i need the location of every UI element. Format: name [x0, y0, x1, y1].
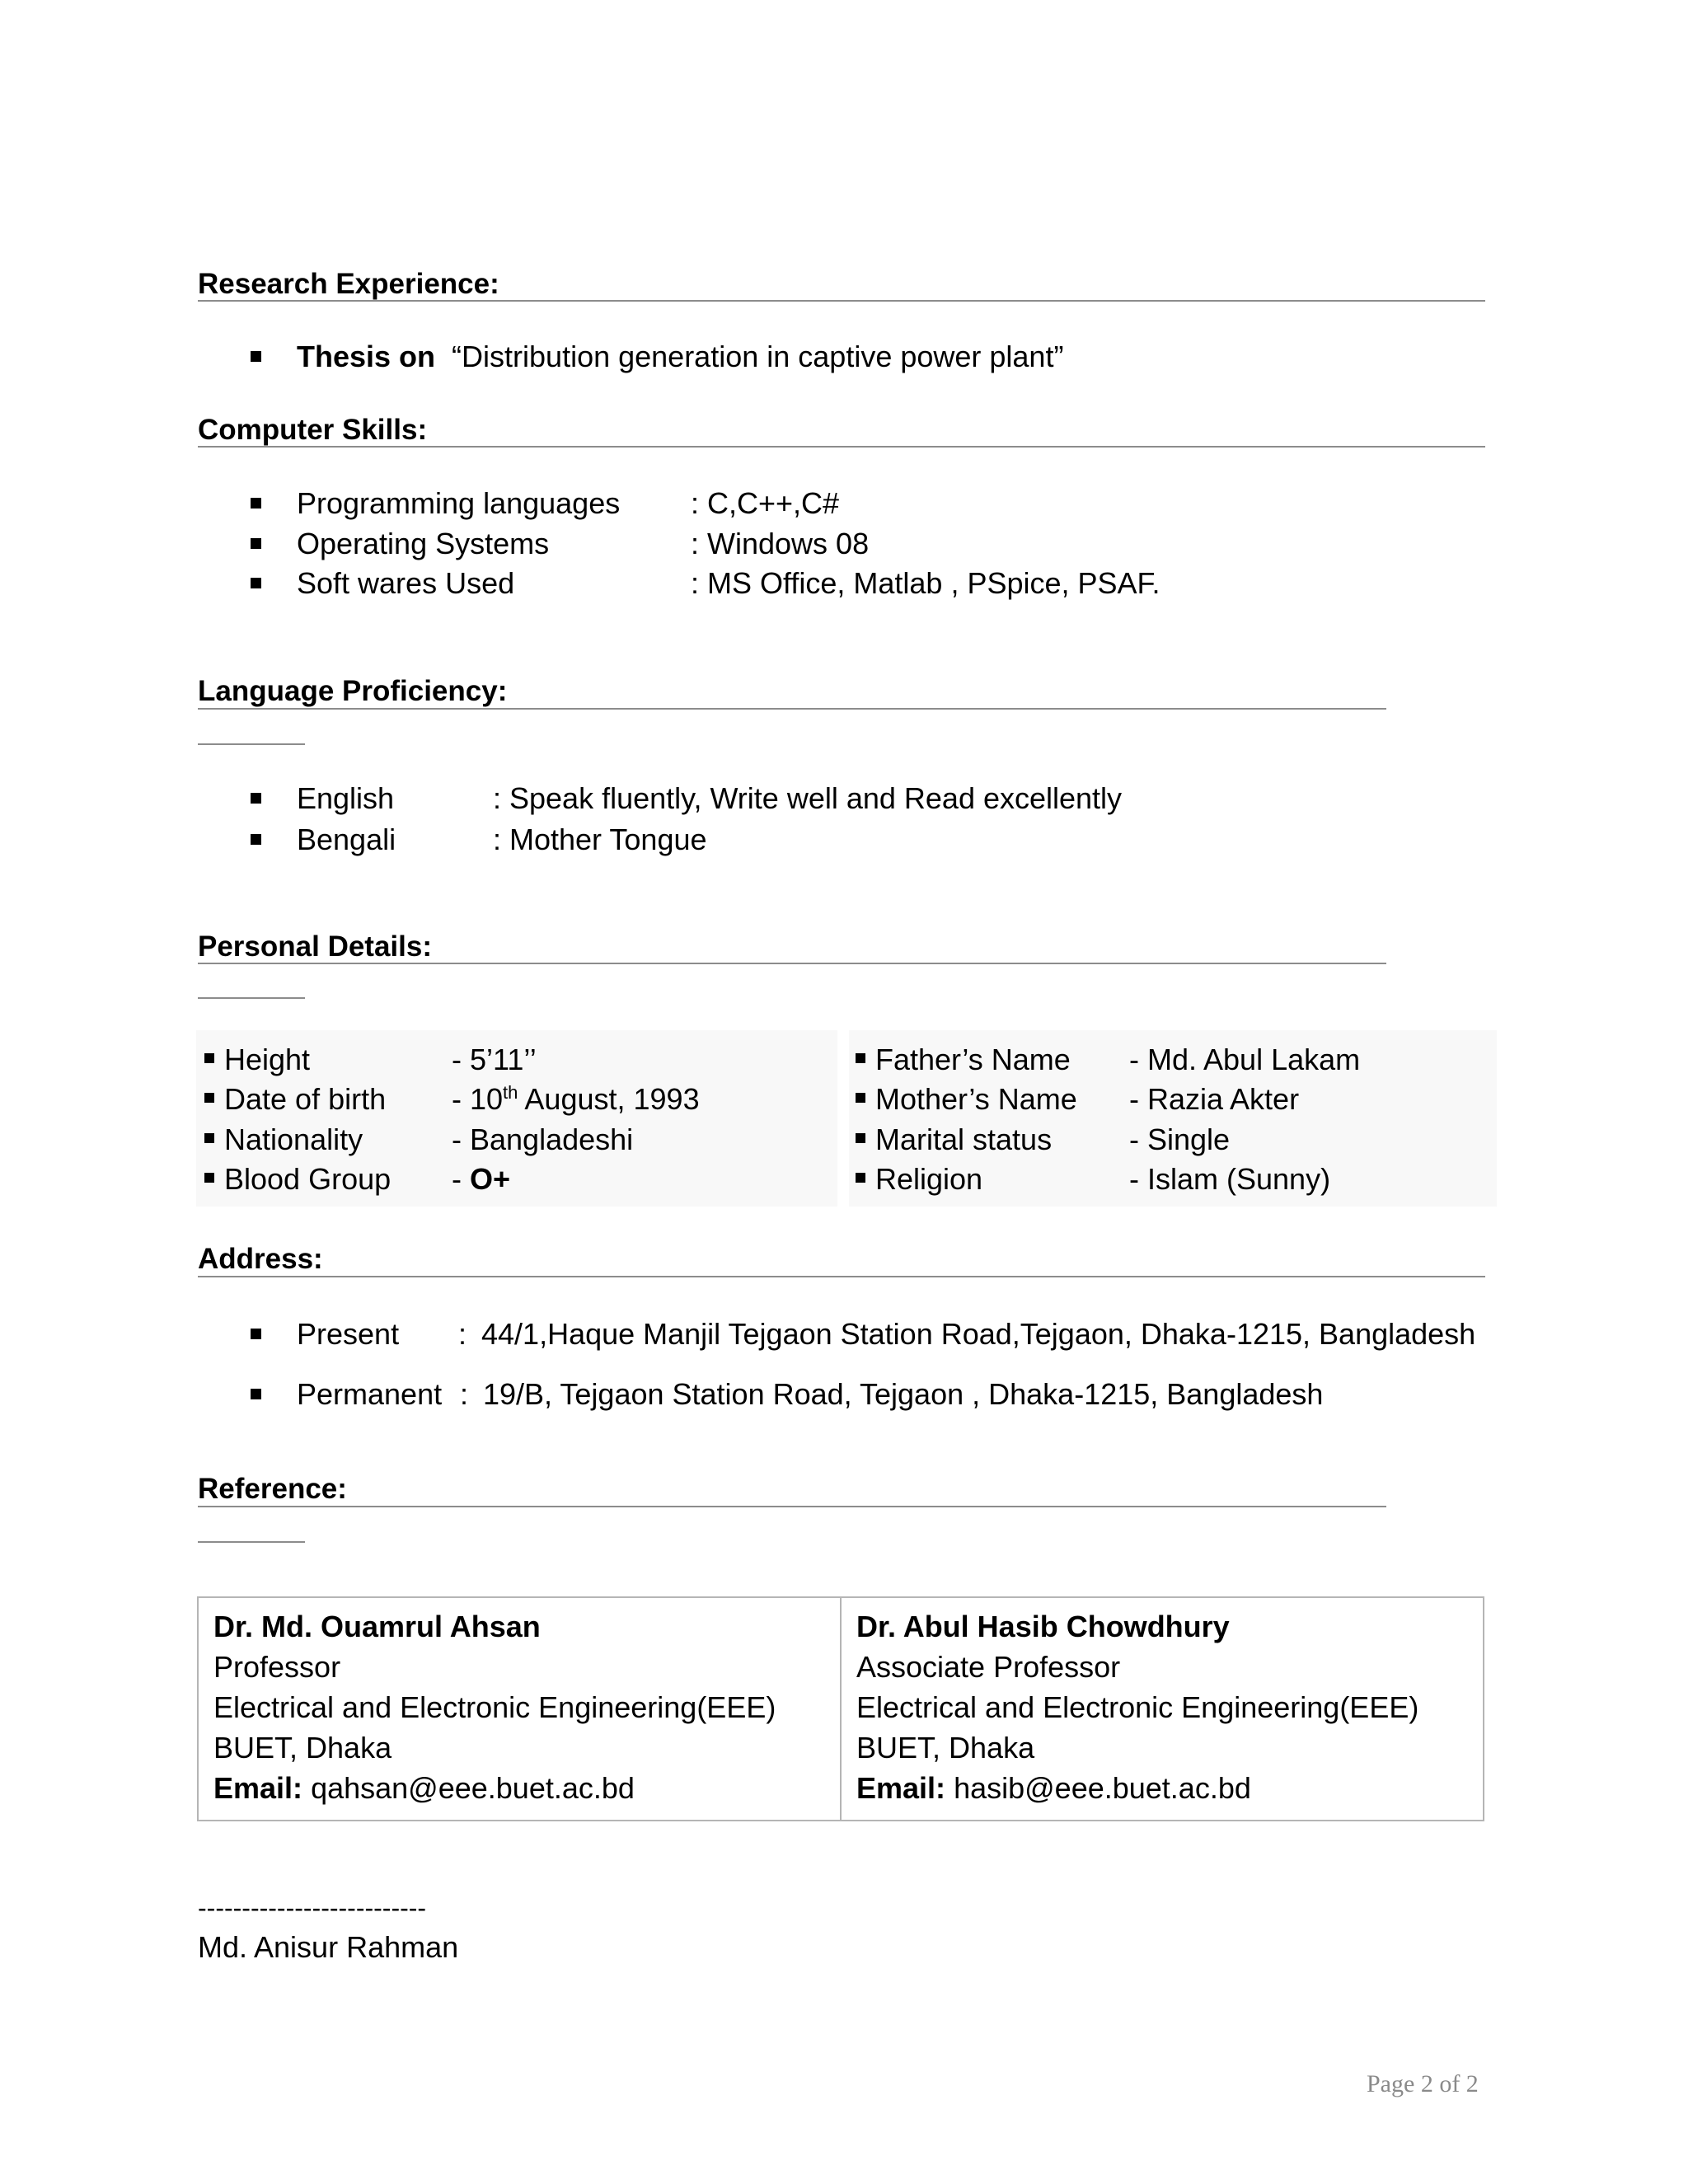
personal-value: - Bangladeshi: [452, 1122, 634, 1156]
computer-skills-heading: Computer Skills:: [198, 414, 428, 446]
personal-label: Height: [224, 1043, 311, 1076]
reference-name: Dr. Abul Hasib Chowdhury: [856, 1610, 1230, 1643]
research-experience-heading: Research Experience:: [198, 268, 499, 300]
language-short-rule: [198, 743, 305, 745]
reference-cell: [841, 1597, 1484, 1821]
personal-label: Date of birth: [224, 1082, 387, 1116]
address-label: Permanent: [297, 1377, 443, 1411]
bullet-icon: [251, 834, 261, 845]
skill-value: : Windows 08: [691, 527, 870, 560]
personal-value: - Single: [1129, 1122, 1231, 1156]
reference-institution: BUET, Dhaka: [213, 1731, 392, 1765]
thesis-label: Thesis on: [297, 340, 436, 373]
bullet-icon: [856, 1053, 865, 1063]
personal-label: Religion: [875, 1162, 983, 1196]
skill-value: : C,C++,C#: [691, 486, 840, 520]
language-rule: [198, 708, 1386, 710]
bullet-icon: [251, 1329, 261, 1339]
language-value: : Speak fluently, Write well and Read excellently: [493, 781, 1123, 815]
bullet-icon: [204, 1133, 214, 1143]
reference-position: Professor: [213, 1650, 341, 1684]
bullet-icon: [856, 1173, 865, 1183]
reference-department: Electrical and Electronic Engineering(EEE): [213, 1690, 776, 1724]
personal-label: Mother’s Name: [875, 1082, 1077, 1116]
bullet-icon: [251, 793, 261, 804]
signature-line: --------------------------: [198, 1893, 427, 1923]
research-rule: [198, 300, 1485, 302]
thesis-item: [297, 340, 1063, 374]
thesis-text: “Distribution generation in captive power plant”: [452, 340, 1064, 373]
personal-value: - Md. Abul Lakam: [1129, 1043, 1361, 1076]
personal-value: - Islam (Sunny): [1129, 1162, 1331, 1196]
personal-value: - Razia Akter: [1129, 1082, 1300, 1116]
reference-cell: [198, 1597, 841, 1821]
skill-label: Programming languages: [297, 486, 621, 520]
language-label: English: [297, 781, 395, 815]
skill-value: : MS Office, Matlab , PSpice, PSAF.: [691, 566, 1160, 600]
language-proficiency-heading: Language Proficiency:: [198, 675, 508, 707]
language-label: Bengali: [297, 823, 396, 856]
address-rule: [198, 1276, 1485, 1277]
reference-rule: [198, 1506, 1386, 1507]
bullet-icon: [204, 1093, 214, 1103]
skill-label: Operating Systems: [297, 527, 550, 560]
page-number: Page 2 of 2: [1367, 2070, 1479, 2097]
personal-label: Blood Group: [224, 1162, 392, 1196]
address-separator: :: [460, 1377, 469, 1411]
reference-email[interactable]: hasib@eee.buet.ac.bd: [954, 1771, 1251, 1805]
signature-name: Md. Anisur Rahman: [198, 1930, 459, 1964]
address-label: Present: [297, 1317, 400, 1351]
bullet-icon: [251, 578, 261, 588]
language-value: : Mother Tongue: [493, 823, 707, 856]
bullet-icon: [251, 351, 261, 362]
address-value: 19/B, Tejgaon Station Road, Tejgaon , Dhaka-1215, Bangladesh: [483, 1377, 1324, 1411]
reference-email[interactable]: qahsan@eee.buet.ac.bd: [311, 1771, 635, 1805]
bullet-icon: [251, 1389, 261, 1399]
reference-name: Dr. Md. Ouamrul Ahsan: [213, 1610, 541, 1643]
personal-label: Nationality: [224, 1122, 363, 1156]
reference-email-line: Email: qahsan@eee.buet.ac.bd: [213, 1771, 635, 1805]
personal-value: - 5’11’’: [452, 1043, 537, 1076]
reference-department: Electrical and Electronic Engineering(EEE): [856, 1690, 1419, 1724]
personal-label: Father’s Name: [875, 1043, 1071, 1076]
bullet-icon: [204, 1173, 214, 1183]
personal-short-rule: [198, 997, 305, 999]
bullet-icon: [856, 1133, 865, 1143]
reference-short-rule: [198, 1541, 305, 1543]
bullet-icon: [204, 1053, 214, 1063]
personal-value: - 10th August, 1993: [452, 1082, 700, 1116]
personal-rule: [198, 963, 1386, 964]
personal-value: - O+: [452, 1162, 511, 1196]
address-value: 44/1,Haque Manjil Tejgaon Station Road,Tejgaon, Dhaka-1215, Bangladesh: [481, 1317, 1476, 1351]
address-separator: :: [458, 1317, 467, 1351]
reference-email-line: Email: hasib@eee.buet.ac.bd: [856, 1771, 1251, 1805]
personal-label: Marital status: [875, 1122, 1053, 1156]
personal-details-heading: Personal Details:: [198, 930, 432, 963]
computer-rule: [198, 446, 1485, 448]
reference-institution: BUET, Dhaka: [856, 1731, 1035, 1765]
reference-position: Associate Professor: [856, 1650, 1121, 1684]
skill-label: Soft wares Used: [297, 566, 515, 600]
bullet-icon: [856, 1093, 865, 1103]
bullet-icon: [251, 538, 261, 549]
address-heading: Address:: [198, 1243, 323, 1275]
bullet-icon: [251, 498, 261, 509]
reference-heading: Reference:: [198, 1473, 347, 1505]
reference-table: [197, 1596, 1484, 1821]
